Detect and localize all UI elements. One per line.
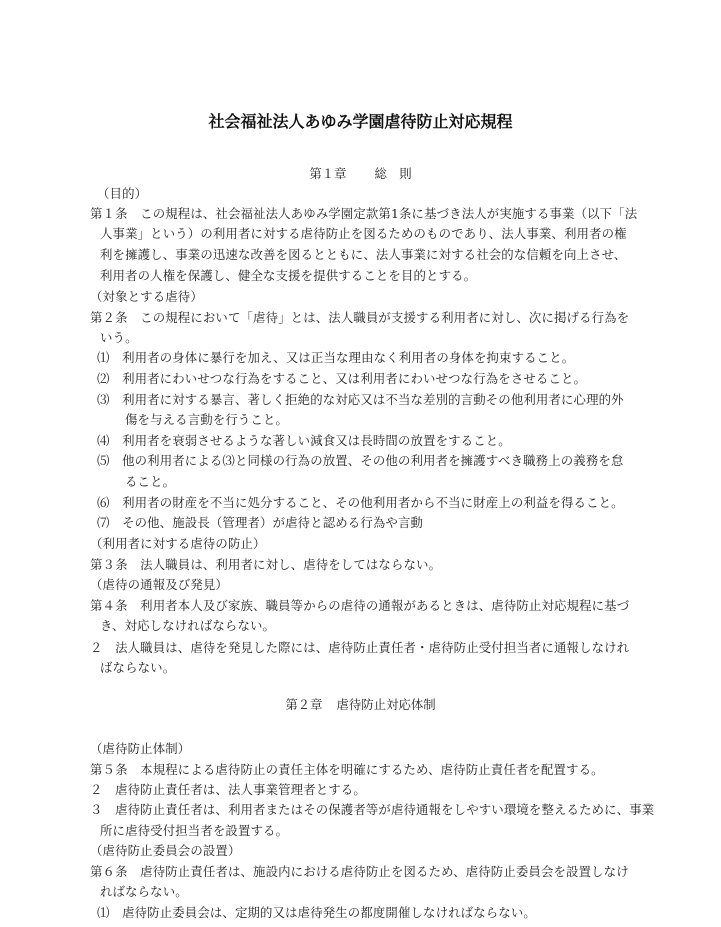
section-caption: （利用者に対する虐待の防止） — [90, 536, 266, 551]
list-item: ⑴ 虐待防止委員会は、定期的又は虐待発生の都度開催しなければならない。 — [97, 905, 536, 920]
document-title: 社会福祉法人あゆみ学園虐待防止対応規程 — [208, 112, 513, 131]
article-line: 利用者の人権を保護し、健全な支援を提供することを目的とする。 — [100, 268, 477, 283]
article-line: ばならない。 — [100, 660, 176, 675]
article-line: ３ 虐待防止責任者は、利用者またはその保護者等が虐待通報をしやすい環境を整えるために、事業 — [90, 802, 655, 817]
article-line: 所に虐待受付担当者を設置する。 — [100, 823, 289, 838]
article-line: 第１条 この規程は、社会福祉法人あゆみ学園定款第1条に基づき法人が実施する事業（以下「法 — [90, 206, 638, 221]
article-line: 第２条 この規程において「虐待」とは、法人職員が支援する利用者に対し、次に掲げる行為を — [90, 310, 630, 325]
article-line: 利を擁護し、事業の迅速な改善を図るとともに、法人事業に対する社会的な信頼を向上させ、 — [100, 247, 627, 262]
list-item-continuation: ること。 — [125, 474, 176, 489]
article-line: 第６条 虐待防止責任者は、施設内における虐待防止を図るため、虐待防止委員会を設置しなけ — [90, 864, 629, 879]
chapter-name: 総 則 — [374, 166, 412, 181]
section-caption: （虐待の通報及び発見） — [90, 577, 228, 592]
section-caption: （虐待防止体制） — [90, 741, 191, 756]
list-item: ⑹ 利用者の財産を不当に処分すること、その他利用者から不当に財産上の利益を得ること。 — [97, 495, 624, 510]
article-line: いう。 — [100, 330, 138, 345]
chapter-name: 虐待防止対応体制 — [336, 697, 436, 712]
chapter-heading — [0, 166, 721, 182]
chapter-heading — [0, 697, 721, 713]
article-line: 第３条 法人職員は、利用者に対し、虐待をしてはならない。 — [90, 557, 442, 572]
article-line: 第４条 利用者本人及び家族、職員等からの虐待の通報があるときは、虐待防止対応規程に基づ — [90, 598, 630, 613]
article-line: 人事業」という）の利用者に対する虐待防止を図るためのものであり、法人事業、利用者の権 — [100, 226, 627, 241]
article-line: ればならない。 — [100, 884, 188, 899]
chapter-number: 第２章 — [285, 697, 323, 712]
article-line: ２ 虐待防止責任者は、法人事業管理者とする。 — [90, 782, 366, 797]
list-item: ⑶ 利用者に対する暴言、著しく拒絶的な対応又は不当な差別的言動その他利用者に心理的外 — [97, 392, 624, 407]
chapter-number: 第１章 — [309, 166, 347, 181]
list-item: ⑸ 他の利用者による⑶と同様の行為の放置、その他の利用者を擁護すべき職務上の義務を怠 — [97, 453, 624, 468]
section-caption: （目的） — [97, 186, 148, 201]
article-line: 第５条 本規程による虐待防止の責任主体を明確にするため、虐待防止責任者を配置する。 — [90, 762, 604, 777]
list-item: ⑴ 利用者の身体に暴行を加え、又は正当な理由なく利用者の身体を拘束すること。 — [97, 350, 575, 365]
article-line: き、対応しなければならない。 — [100, 618, 276, 633]
list-item: ⑷ 利用者を衰弱させるような著しい減食又は長時間の放置をすること。 — [97, 433, 511, 448]
article-line: ２ 法人職員は、虐待を発見した際には、虐待防止責任者・虐待防止受付担当者に通報しなけれ — [90, 640, 630, 655]
section-caption: （虐待防止委員会の設置） — [90, 843, 241, 858]
list-item: ⑺ その他、施設長（管理者）が虐待と認める行為や言動 — [97, 515, 424, 530]
list-item-continuation: 傷を与える言動を行うこと。 — [125, 412, 289, 427]
list-item: ⑵ 利用者にわいせつな行為をすること、又は利用者にわいせつな行為をさせること。 — [97, 371, 587, 386]
section-caption: （対象とする虐待） — [90, 289, 203, 304]
